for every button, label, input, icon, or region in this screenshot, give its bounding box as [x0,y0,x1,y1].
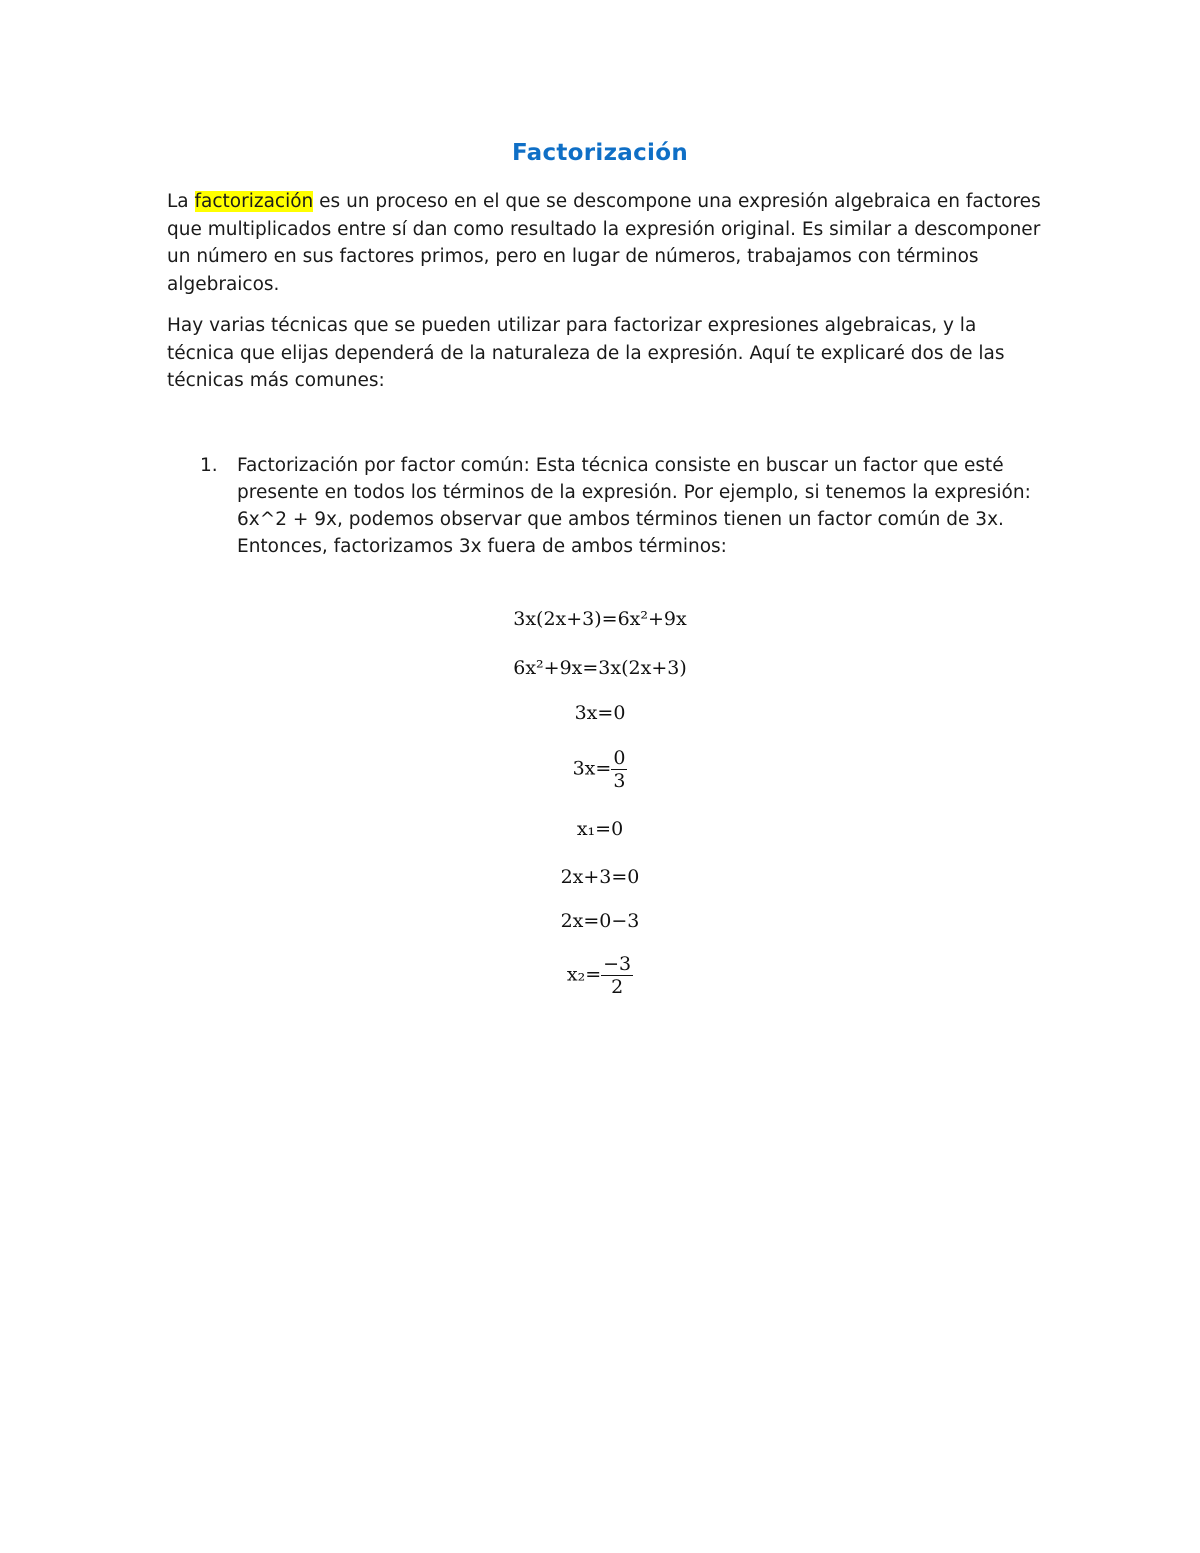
equation-8-left: x₂= [566,963,602,986]
equation-3-text: 3x=0 [574,702,626,724]
equation-4-left: 3x= [572,757,612,780]
equation-5-text: x₁=0 [576,818,624,840]
fraction-numerator: 0 [613,747,626,769]
fraction-denominator: 2 [611,976,624,998]
fraction-numerator: −3 [603,953,632,975]
list-item-number: 1. [200,455,218,476]
intro-paragraph [167,188,1047,298]
equation-8 [0,953,1200,998]
equation-7-text: 2x=0−3 [560,910,640,932]
list-item-text-continued: 6x^2 + 9x, podemos observar que ambos términos tienen un factor común de 3x. Entonces, factorizamos 3x fuera de ambos términos: [237,509,1004,557]
equation-4 [0,747,1200,792]
equation-5 [0,818,1200,840]
list-item-text: Factorización por factor común: Esta técnica consiste en buscar un factor que esté presente en todos los términos de la expresión. Por ejemplo, si tenemos la expresión: [237,455,1031,503]
equation-3 [0,702,1200,724]
page-title: Factorización [511,140,689,166]
equation-2-text: 6x²+9x=3x(2x+3) [513,657,687,679]
equation-6-text: 2x+3=0 [560,866,640,888]
equation-6 [0,866,1200,888]
intro-text-start: La [167,191,195,212]
equation-1 [0,608,1200,630]
equation-2 [0,657,1200,679]
highlighted-term: factorización [194,191,314,212]
intro-text-rest: es un proceso en el que se descompone una expresión algebraica en factores que multiplicados entre sí dan como resultado la expresión original. Es similar a descomponer un número en sus factores primos, pero en lugar de números, trabajamos con términos algebraicos. [167,191,1041,295]
techniques-paragraph: Hay varias técnicas que se pueden utilizar para factorizar expresiones algebraicas, y la técnica que elijas dependerá de la naturaleza de la expresión. Aquí te explicaré dos de las técnicas más comunes: [167,315,1005,391]
fraction-denominator: 3 [613,770,626,792]
equation-1-text: 3x(2x+3)=6x²+9x [513,608,687,630]
list-item [237,452,1047,560]
equation-7 [0,910,1200,932]
equation-4-fraction [611,747,627,792]
equation-8-fraction [601,953,633,998]
